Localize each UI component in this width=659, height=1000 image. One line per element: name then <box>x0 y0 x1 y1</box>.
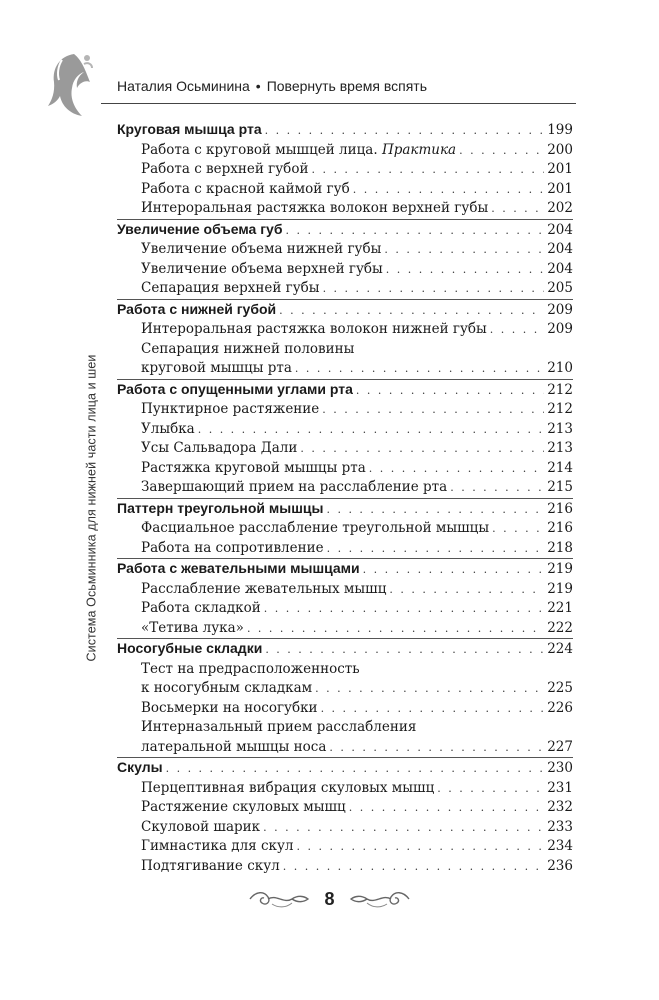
face-silhouette-logo-icon <box>40 50 98 118</box>
toc-entry-title: Работа на сопротивление <box>141 539 324 556</box>
toc-page-number: 221 <box>547 600 573 616</box>
dot-leader <box>329 738 544 758</box>
dot-leader <box>349 798 544 818</box>
toc-entry-title: Носогубные складки <box>117 640 263 656</box>
toc-entry-title: Перцептивная вибрация скуловых мышц <box>141 779 435 796</box>
toc-entry-title: Интероральная растяжка волокон нижней губы <box>141 321 487 337</box>
dot-leader <box>356 381 544 401</box>
dot-leader <box>264 599 545 619</box>
toc-page-number: 222 <box>547 619 573 636</box>
header-separator: • <box>255 78 261 94</box>
dot-leader <box>311 160 544 180</box>
toc-entry-title: Интероральная растяжка волокон верхней губы <box>141 200 489 216</box>
page-number: 8 <box>324 888 335 909</box>
dot-leader <box>450 478 544 498</box>
toc-page-number: 225 <box>547 680 573 696</box>
dot-leader <box>321 699 545 719</box>
toc-page-number: 204 <box>547 260 573 277</box>
toc-entry-title: Усы Сальвадора Дали <box>141 440 298 456</box>
toc-page-number: 234 <box>547 838 573 854</box>
toc-page-number: 232 <box>547 799 573 815</box>
toc-entry <box>117 420 573 440</box>
toc-entry-title: Фасциальное расслабление треугольной мышцы <box>141 520 490 536</box>
dot-leader <box>283 857 545 877</box>
toc-entry-title: Увеличение объема верхней губы <box>141 260 383 277</box>
header-title: Повернуть время вспять <box>266 78 427 94</box>
toc-entry-title: Работа с верхней губой <box>141 161 309 177</box>
toc-entry <box>117 400 573 420</box>
toc-entry <box>117 679 573 699</box>
toc-page-number: 204 <box>547 221 573 238</box>
toc-page-number: 213 <box>547 440 573 456</box>
dot-leader <box>459 141 544 161</box>
toc-page-number: 212 <box>547 401 573 417</box>
dot-leader <box>166 759 545 779</box>
toc-entry <box>117 459 573 479</box>
toc-entry <box>117 660 573 680</box>
toc-page-number: 205 <box>547 280 573 296</box>
toc-page-number: 209 <box>547 301 573 318</box>
toc-entry-title: Паттерн треугольной мышцы <box>117 499 324 516</box>
toc-page-number: 233 <box>547 818 573 835</box>
dot-leader <box>322 400 544 420</box>
dot-leader <box>300 439 544 459</box>
toc-entry-title: Работа с нижней губой <box>117 300 277 317</box>
toc-page-number: 201 <box>547 180 573 197</box>
toc-page-number: 210 <box>547 360 573 376</box>
toc-entry <box>117 180 573 200</box>
dot-leader <box>437 779 544 799</box>
dot-leader <box>265 640 544 660</box>
dot-leader <box>297 837 545 857</box>
toc-page-number: 213 <box>547 420 573 437</box>
toc-page-number: 218 <box>547 539 573 556</box>
toc-section-heading <box>117 639 573 660</box>
toc-page-number: 199 <box>547 122 573 138</box>
toc-entry <box>117 340 573 360</box>
toc-page-number: 200 <box>547 141 573 158</box>
header-rule <box>101 103 576 104</box>
toc-entry-title: Работа с красной каймой губ <box>141 180 350 197</box>
toc-section-heading <box>117 499 573 520</box>
toc-entry-title: Работа складкой <box>141 600 261 616</box>
toc-entry-title: Восьмерки на носогубки <box>141 699 318 716</box>
toc-entry-title: Работа с круговой мышцей лица. Практика <box>141 141 457 158</box>
toc-entry-title: Растяжка круговой мышцы рта <box>141 459 366 476</box>
toc-entry <box>117 359 573 379</box>
dot-leader <box>247 619 544 639</box>
toc-page-number: 230 <box>547 760 573 776</box>
toc-entry <box>117 718 573 738</box>
left-ornament-icon <box>248 888 310 910</box>
toc-section-heading <box>117 380 573 401</box>
dot-leader <box>384 240 544 260</box>
toc-entry <box>117 779 573 799</box>
dot-leader <box>198 420 545 440</box>
dot-leader <box>285 221 544 241</box>
toc-page-number: 212 <box>547 381 573 398</box>
toc-entry <box>117 260 573 280</box>
toc-entry <box>117 199 573 219</box>
toc-entry-title: Скуловой шарик <box>141 818 261 835</box>
toc-page-number: 201 <box>547 161 573 177</box>
toc-entry <box>117 519 573 539</box>
toc-page-number: 216 <box>547 520 573 536</box>
toc-entry-title: круговой мышцы рта <box>141 360 292 376</box>
toc-entry <box>117 599 573 619</box>
toc-entry <box>117 619 573 639</box>
dot-leader <box>295 359 544 379</box>
toc-page-number: 231 <box>547 779 573 796</box>
toc-section-heading <box>117 559 573 580</box>
toc-entry-title: Гимнастика для скул <box>141 838 294 854</box>
dot-leader <box>263 818 544 838</box>
toc-entry <box>117 478 573 498</box>
toc-section-heading <box>117 220 573 241</box>
toc-entry-title-italic: Практика <box>381 141 457 158</box>
side-running-title: Система Осьминника для нижней части лица и шеи <box>84 354 98 662</box>
toc-page-number: 216 <box>547 500 573 517</box>
toc-page-number: 214 <box>547 459 573 476</box>
toc-page-number: 219 <box>547 580 573 597</box>
dot-leader <box>363 560 545 580</box>
toc-page-number: 209 <box>547 321 573 337</box>
toc-entry <box>117 580 573 600</box>
dot-leader <box>265 121 545 141</box>
toc-entry-title: Скулы <box>117 759 163 775</box>
toc-entry <box>117 160 573 180</box>
toc-entry <box>117 738 573 758</box>
toc-entry-title: Сепарация нижней половины <box>141 340 355 357</box>
toc-entry <box>117 279 573 299</box>
dot-leader <box>353 180 545 200</box>
dot-leader <box>279 301 544 321</box>
toc-entry-title: Работа с жевательными мышцами <box>117 560 360 576</box>
header-author: Наталия Осьминина <box>117 78 250 94</box>
toc-entry <box>117 857 573 877</box>
toc-entry <box>117 439 573 459</box>
toc-page-number: 226 <box>547 699 573 716</box>
toc-entry <box>117 539 573 559</box>
toc-page-number: 224 <box>547 641 573 657</box>
toc-page-number: 219 <box>547 561 573 577</box>
toc-entry-title: Увеличение объема губ <box>117 220 283 237</box>
toc-entry-title: Сепарация верхней губы <box>141 280 320 296</box>
toc-entry <box>117 798 573 818</box>
dot-leader <box>492 519 544 539</box>
toc-entry <box>117 320 573 340</box>
dot-leader <box>327 539 545 559</box>
right-ornament-icon <box>349 888 411 910</box>
toc-entry-title: Улыбка <box>141 420 195 437</box>
toc-page-number: 227 <box>547 738 573 755</box>
toc-entry-title: «Тетива лука» <box>141 619 244 636</box>
running-header <box>117 78 577 94</box>
toc-entry-title: Круговая мышца рта <box>117 121 262 137</box>
dot-leader <box>369 459 544 479</box>
dot-leader <box>323 279 545 299</box>
toc-entry <box>117 837 573 857</box>
table-of-contents <box>117 120 573 876</box>
toc-entry-title: Пунктирное растяжение <box>141 401 320 417</box>
toc-page-number: 202 <box>547 200 573 216</box>
dot-leader <box>491 199 544 219</box>
dot-leader <box>315 679 544 699</box>
toc-entry-title: латеральной мышцы носа <box>141 738 327 755</box>
toc-page-number: 204 <box>547 241 573 257</box>
toc-entry <box>117 818 573 838</box>
dot-leader <box>386 260 544 280</box>
dot-leader <box>490 320 544 340</box>
toc-section-heading <box>117 300 573 321</box>
toc-section-heading <box>117 120 573 141</box>
dot-leader <box>389 580 544 600</box>
toc-entry-title: Увеличение объема нижней губы <box>141 241 382 257</box>
page-footer <box>0 888 659 910</box>
toc-entry-title: Работа с опущенными углами рта <box>117 380 353 397</box>
toc-entry-title: Тест на предрасположенность <box>141 660 360 677</box>
toc-entry-title: Подтягивание скул <box>141 857 280 874</box>
dot-leader <box>326 500 544 520</box>
toc-entry <box>117 699 573 719</box>
toc-entry <box>117 240 573 260</box>
toc-entry-title: Растяжение скуловых мышц <box>141 799 346 815</box>
toc-page-number: 215 <box>547 479 573 495</box>
toc-entry-title: к носогубным складкам <box>141 680 313 696</box>
toc-section-heading <box>117 758 573 779</box>
toc-entry-title: Интерназальный прием расслабления <box>141 719 417 735</box>
toc-entry <box>117 141 573 161</box>
toc-entry-title: Завершающий прием на расслабление рта <box>141 479 448 495</box>
toc-entry-title: Расслабление жевательных мышц <box>141 580 387 597</box>
toc-page-number: 236 <box>547 857 573 874</box>
